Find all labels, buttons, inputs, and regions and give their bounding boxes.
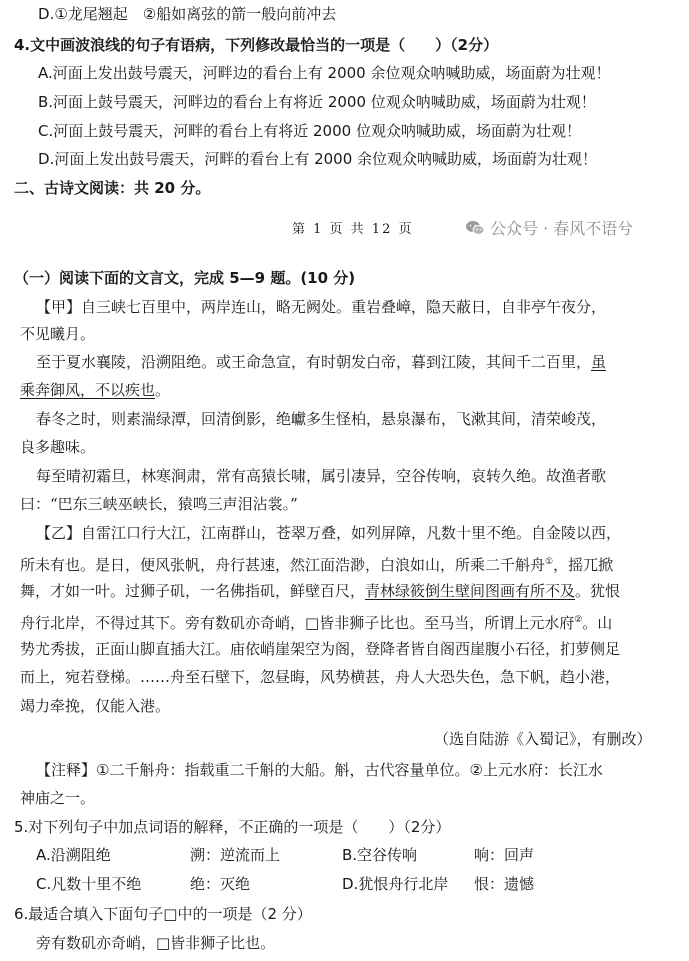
yi-line4-end: 。山: [582, 614, 613, 632]
jia-p4-line2: 曰：“巴东三峡巫峡长，猿鸣三声泪沾裳。”: [20, 495, 298, 513]
yi-line4: [20, 610, 612, 633]
yi-line4-mid: 皆非狮子比也。至马当，所谓上元水府: [319, 614, 575, 632]
q3-option-d: D.①龙尾翘起 ②船如离弦的箭一般向前冲去: [38, 5, 337, 23]
q4-option-c: C.河面上鼓号震天，河畔的看台上有将近 2000 位观众呐喊助威，场面蔚为壮观！: [38, 122, 581, 140]
yi-line2: [20, 552, 613, 575]
q6-sentence: 旁有数矶亦奇峭，□皆非狮子比也。: [36, 934, 276, 952]
yi-line3-end: 。犹恨: [575, 582, 621, 600]
watermark-text: 公众号 · 春风不语兮: [490, 219, 634, 238]
part1-title: （一）阅读下面的文言文，完成 5—9 题。(10 分): [14, 269, 356, 287]
footnote-marker-1: ①: [545, 557, 554, 567]
source-citation: （选自陆游《入蜀记》，有删改）: [434, 730, 652, 748]
yi-line2-text: 所未有也。是日，便风张帆，舟行甚速，然江面浩渺，白浪如山，所乘二千斛舟: [20, 556, 546, 574]
q5-option-c: C.凡数十里不绝: [36, 875, 142, 893]
yi-line4-text: 舟行北岸，不得过其下。旁有数矶亦奇峭，: [20, 614, 306, 632]
q5-option-c-explanation: 绝：灭绝: [190, 875, 251, 893]
yi-line1: 【乙】自雷江口行大江，江南群山，苍翠万叠，如列屏障，凡数十里不绝。自金陵以西，: [36, 524, 622, 542]
q5-option-d-explanation: 恨：遗憾: [474, 875, 535, 893]
q5-stem: 5.对下列句子中加点词语的解释，不正确的一项是（ ）（2分）: [14, 818, 451, 836]
q4-stem: 4.文中画波浪线的句子有语病，下列修改最恰当的一项是（ ）（2分）: [14, 36, 499, 54]
jia-p2-text: 至于夏水襄陵，沿溯阻绝。或王命急宣，有时朝发白帝，暮到江陵，其间千二百里，: [36, 353, 592, 371]
jia-p2-line1: [36, 352, 606, 372]
watermark: [465, 216, 633, 239]
q4-option-d: D.河面上发出鼓号震天，河畔的看台上有 2000 余位观众呐喊助威，场面蔚为壮观！: [38, 150, 598, 168]
q4-option-b: B.河面上鼓号震天，河畔边的看台上有将近 2000 位观众呐喊助威，场面蔚为壮观！: [38, 93, 596, 111]
notes-line1: 【注释】①二千斛舟：指载重二千斛的大船。斛，古代容量单位。②上元水府：长江水: [36, 761, 603, 779]
wechat-icon: [465, 220, 485, 236]
yi-line3: [20, 581, 620, 601]
q4-option-a: A.河面上发出鼓号震天，河畔边的看台上有 2000 余位观众呐喊助威，场面蔚为壮观！: [38, 64, 611, 82]
jia-p1-line2: 不见曦月。: [20, 325, 96, 343]
footnote-marker-2: ②: [574, 615, 583, 625]
q5-option-a: A.沿溯阻绝: [36, 846, 111, 864]
blank-box: □: [305, 614, 320, 632]
yi-line5: 势尤秀拔，正面山脚直插大江。庙依峭崖架空为阁，登降者皆自阁西崖腹小石径，扪萝侧足: [20, 640, 621, 658]
yi-line3-text: 舞，才如一叶。过狮子矶，一名佛指矶，鲜壁百尺，: [20, 582, 366, 600]
jia-p3-line1: 春冬之时，则素湍绿潭，回清倒影，绝巘多生怪柏，悬泉瀑布，飞漱其间，清荣峻茂，: [36, 410, 607, 428]
page-number: 第 1 页 共 12 页: [292, 222, 414, 237]
yi-line7: 竭力牵挽，仅能入港。: [20, 697, 171, 715]
jia-p1-line1: 【甲】自三峡七百里中，两岸连山，略无阙处。重岩叠嶂，隐天蔽日，自非亭午夜分，: [36, 298, 607, 316]
jia-p2-underlined: 乘奔御风，不以疾也: [20, 381, 156, 399]
jia-p2-end: 。: [155, 381, 171, 399]
jia-p3-line2: 良多趣味。: [20, 438, 96, 456]
page-footer: [0, 216, 689, 240]
yi-line6: 而上，宛若登梯。……舟至石壁下，忽昼晦，风势横甚，舟人大恐失色，急下帆，趋小港，: [20, 668, 621, 686]
yi-line2-end: ，摇兀掀: [553, 556, 614, 574]
q5-option-b-explanation: 响：回声: [474, 846, 535, 864]
q6-stem: 6.最适合填入下面句子□中的一项是（2 分）: [14, 905, 312, 923]
jia-p2-line2: [20, 380, 170, 400]
yi-line3-underlined: 青林绿筱倒生壁间图画有所不及: [365, 582, 576, 600]
jia-p2-underlined-start: 虽: [591, 353, 607, 371]
q5-option-b: B.空谷传响: [342, 846, 418, 864]
jia-p4-line1: 每至晴初霜旦，林寒涧肃，常有高猿长啸，属引凄异，空谷传响，哀转久绝。故渔者歌: [36, 467, 607, 485]
q5-option-d: D.犹恨舟行北岸: [342, 875, 449, 893]
notes-line2: 神庙之一。: [20, 789, 96, 807]
section-title: 二、古诗文阅读：共 20 分。: [14, 179, 211, 197]
q5-option-a-explanation: 溯：逆流而上: [190, 846, 281, 864]
